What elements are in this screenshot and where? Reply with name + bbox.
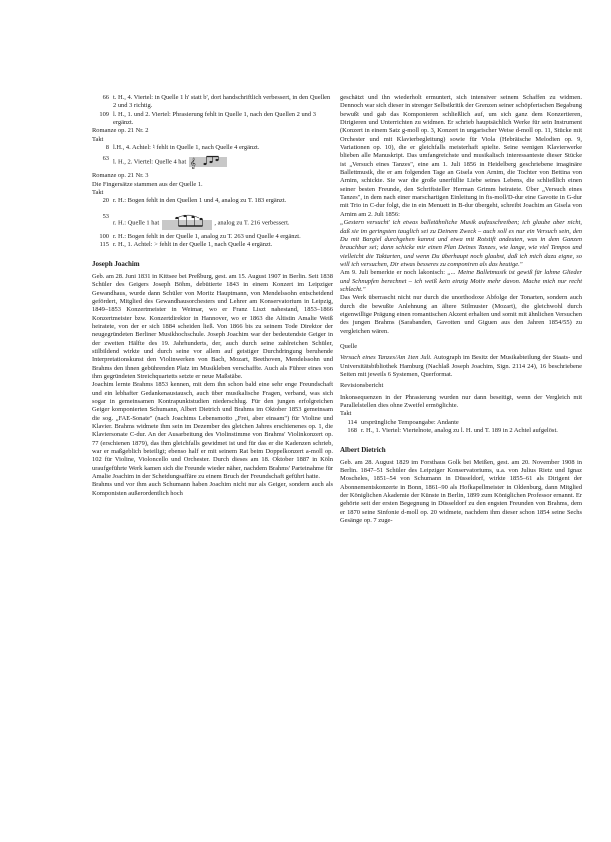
dietrich-paragraph: Geb. am 28. August 1829 im Forsthaus Golk bei Meißen, gest. am 20. November 1908 in Berlin. 1847–51 Schüler des Leipziger Konservatoriums, u.a. von Julius Rietz und Ignaz Moscheles, 1851–54 von Schumann in Düsseldorf, wirkte 1855–61 als Dirigent der Abonnementskonzerte in Bonn, 1861–90 als Hofkapellmeister in Oldenburg, dann Mitglied der Königlichen Akademie der Künste in Berlin, 1899 zum Königlichen Professor ernannt. Er gehörte seit der ersten Begegnung in Düsseldorf zu den engsten Freunden von Brahms, dem er 1870 seine Sinfonie d-moll op. 20 widmete, nachdem ihm dieser schon 1854 seine Sechs Gesänge op. 7 zuge- [340,458,582,525]
svg-text:𝄞: 𝄞 [189,158,196,170]
letter-quote: „Gestern versucht' ich etwas balletähnliche Musik aufzuschreiben; ich glaube aber nicht, daß sie im geringsten tauglich sei zu Deinem Zweck – auch soll es nur ein Versuch sein, den Du mit Bargiel durchgehen kannst und etwa mit Rotstift andeuten, was in dem Ganzen brauchbar sei; dann schicke mir einen Plan Deines Tanzes, wie lange, wie viel Tempos und vielleicht die Taktarten, und wenn Du überhaupt noch glaubst, daß ich mich dazu eigne, so will ich versuchen, Dir etwas besseres zu componiren als das heutige." [340,219,582,268]
joachim-heading: Joseph Joachim [92,260,140,269]
note-text: ursprüngliche Tempoangabe: Andante [361,418,459,426]
note-row [92,155,333,169]
revision-title: Revisionsbericht [340,382,384,390]
takt-label: Takt [340,410,352,418]
note-text: r. H.: Bogen fehlt in den Quellen 1 und 4, analog zu T. 183 ergänzt. [113,197,287,205]
music-notation-icon [188,155,228,169]
fingering-note: Die Fingersätze stammen aus der Quelle 1. [92,180,203,188]
note-row [92,197,333,205]
section-title-romanze-3: Romanze op. 21 Nr. 3 [92,172,149,180]
bar-number: 63 [102,155,109,163]
bar-number: 20 [102,197,109,205]
note-row [92,241,333,249]
joachim-paragraph: geschätzt und ihn wiederholt ermuntert, sich intensiver seinem Schaffen zu widmen. Dennoch war sich dieser in strenger Selbstkritik der Grenzen seiner schöpferischen Begabung bewußt und gab das Komponieren schließlich auf, um sich ganz dem Konzertieren, Dirigieren und Unterrichten zu widmen. Er schrieb hauptsächlich Werke für sein Instrument (Konzert in einem Satz g-moll op. 3, Konzert in ungarischer Weise d-moll op. 11, Stücke mit Orchester und mit Klavierbegleitung) sowie für Viola (Hebräische Melodien op. 9, Variationen op. 10), die er gleichfalls meisterhaft spielte. Seine wenigen Klavierwerke blieben alle Manuskript. Das umfangreichste und musikalisch interessanteste dieser Stücke ist „Versuch eines Tanzes", eine am 1. Juli 1856 in Heidelberg geschriebene imaginäre Ballettmusik, die er am folgenden Tage an Gisela von Arnim, die Tochter von Bettina von Arnim, schickte. Sie war die große unerfüllte Liebe seines Lebens, die schließlich einen seiner besten Freunde, den Schriftsteller Herman Grimm heiratete. Über „Versuch eines Tanzes", in dem nach einer marschartigen Einleitung in fis-moll/D-dur eine Gavotte in G-dur mit Trio in C-dur folgt, die in ein Menuett in B-dur übergeht, schreibt Joachim an Gisela von Arnim am 2. Juli 1856: [340,94,582,218]
note-row [340,427,582,435]
note-text: r. H.: Quelle 1 hat [113,219,160,227]
note-text: l. H., 2. Viertel: Quelle 4 hat [113,158,187,166]
dietrich-heading: Albert Dietrich [340,446,386,455]
letter-quote: „... Meine Balletmusik ist gewiß für lahme Glieder und Schnupfen berechnet – ich weiß kein einzig Motiv mehr davon. Mache mich nur recht schlecht." [340,269,582,293]
takt-label: Takt [92,135,104,143]
joachim-paragraph: Joachim lernte Brahms 1853 kennen, mit dem ihn schon bald eine sehr enge Freundschaft und ein lebhafter Gedankenaustausch, auch über musikalische Fragen, verband, was sich sogar in gemeinsamen Kontrapunktstudien niederschlug. Für den jungen erfolgreichen Geiger komponierten Schumann, Albert Dietrich und Brahms im Oktober 1853 gemeinsam die sog. „FAE-Sonate" (nach Joachims Lebensmotto „Frei, aber einsam") für Violine und Klavier. Brahms widmete ihm sein im Dezember des gleichen Jahres erschienenes op. 1, die Klaviersonate C-dur. An der Ausarbeitung des Violinstimme von Brahms' Violinkonzert op. 77 (erschienen 1879), das ihm gleichfalls gewidmet ist und für das er die Kadenzen schrieb, war er maßgeblich beteiligt; ebenso half er mit seinem Rat beim Doppelkonzert a-moll op. 102 für Violine, Violoncello und Orchester. Durch dieses am 18. Oktober 1887 in Köln uraufgeführte Werk kamen sich die Freunde wieder näher, nachdem Brahms' Parteinahme für Amalie Joachim in der Scheidungsaffäre zu einem Bruch der Freundschaft geführt hatte. [92,381,333,481]
source-work-title: Versuch eines Tanzes/Am 1ten Juli. [340,354,432,362]
joachim-paragraph: Am 9. Juli bemerkte er noch lakonisch: [340,269,446,277]
note-row [92,233,333,241]
source-title: Quelle [340,342,358,350]
bar-number: 66 [102,94,109,101]
joachim-paragraph: Geb. am 28. Juni 1831 in Kittsee bei Preßburg, gest. am 15. August 1907 in Berlin. Seit 1838 Schüler des Geigers Joseph Böhm, debütierte 1843 in einem Konzert im Leipziger Gewandhaus, wurde dann Schüler von Moritz Hauptmann, von Mendelssohn entscheidend gefördert, Mitglied des Gewandhausorchesters und Lehrer am Konservatorium in Leipzig, 1849–1853 Konzertmeister in Weimar, wo er Franz Liszt nahestand, 1853–1866 Konzertmeister bzw. Konzertdirektor in Hannover, wo er 1863 die Altistin Amalie Weiß heiratete, von der er sich 1884 scheiden ließ. Von 1866 bis zu seinem Tode Direktor der neugegründeten Berliner Musikhochschule. Joseph Joachim war der bedeutendste Geiger in der zweiten Hälfte des 19. Jahrhunderts, der, auch durch seine zahlreichen Schüler, stilbildend wirkte und durch seine vor allem auf geistiger Durchdringung beruhende Interpretationskunst den Violinwerken von Bach, Mozart, Beethoven, Mendelssohn und Brahms den ihnen gebührenden Platz im Musikleben verschaffte. Auch als Führer eines von ihm gegründeten Streichquartetts setzte er neue Maßstäbe. [92,272,333,380]
bar-number: 114 [347,418,357,426]
bar-number: 115 [99,241,109,249]
takt-label: Takt [92,189,104,197]
joachim-paragraph: Brahms und vor ihm auch Schumann haben Joachim nicht nur als Geiger, sondern auch als Komponisten außerordentlich hoch [92,481,333,497]
bar-number: 53 [102,212,109,220]
bar-number: 109 [99,110,109,118]
note-row [92,111,333,128]
note-text: r. H., 1. Viertel: Viertelnote, analog zu l. H. und T. 189 in 2 Achtel aufgelöst. [361,427,558,435]
note-text: l.H., 4. Achtel: ♮ fehlt in Quelle 1, nach Quelle 4 ergänzt. [113,144,260,152]
left-column [92,94,333,498]
note-text: r. H., 1. Achtel: > fehlt in der Quelle 1, nach Quelle 4 ergänzt. [113,241,273,249]
joachim-paragraph: Das Werk überrascht nicht nur durch die unorthodoxe Abfolge der Tonarten, sondern auch durch die bewußte Anlehnung an ältere Stilmuster (Mozart), die gleichwohl durch eigenwillige Prägung einen romantischen Akzent erhalten und somit mit ähnlichen Versuchen des jungen Brahms (Sarabanden, Gavotten und Giguen aus den Jahren 1854/55) zu vergleichen wären. [340,294,582,335]
music-notation-icon [161,213,213,233]
bar-number: 100 [99,232,109,240]
note-text: r. H.: Bogen fehlt in der Quelle 1, analog zu T. 263 und Quelle 4 ergänzt. [113,232,301,240]
section-title-romanze-2: Romanze op. 21 Nr. 2 [92,127,149,135]
note-row [92,213,333,233]
note-text: l. H., 1. und 2. Viertel: Phrasierung fehlt in Quelle 1, nach den Quellen 2 und 3 ergänzt. [113,110,316,127]
note-text: , analog zu T. 216 verbessert. [214,219,290,227]
bar-number: 8 [105,144,109,152]
note-text: t. H., 4. Viertel: in Quelle 1 h' statt b', dort handschriftlich verbessert, in den Quellen 2 und 3 richtig. [113,94,331,110]
note-row [340,419,582,427]
right-column [340,94,582,526]
bar-number: 168 [347,427,357,435]
note-row [92,94,333,111]
source-description: Autograph im Besitz der Musikabteilung der Staats- und Universitätsbibliothek Hamburg (Nachlaß Joseph Joachim, Sign. 2114 24), 16 beschriebene Seiten mit jeweils 6 Systemen, Querformat. [340,354,582,378]
revision-text: Inkonsequenzen in der Phrasierung wurden nur dann beseitigt, wenn der Vergleich mit Parallelstellen dies ohne Zweifel ermöglichte. [340,393,582,410]
note-row [92,144,333,152]
